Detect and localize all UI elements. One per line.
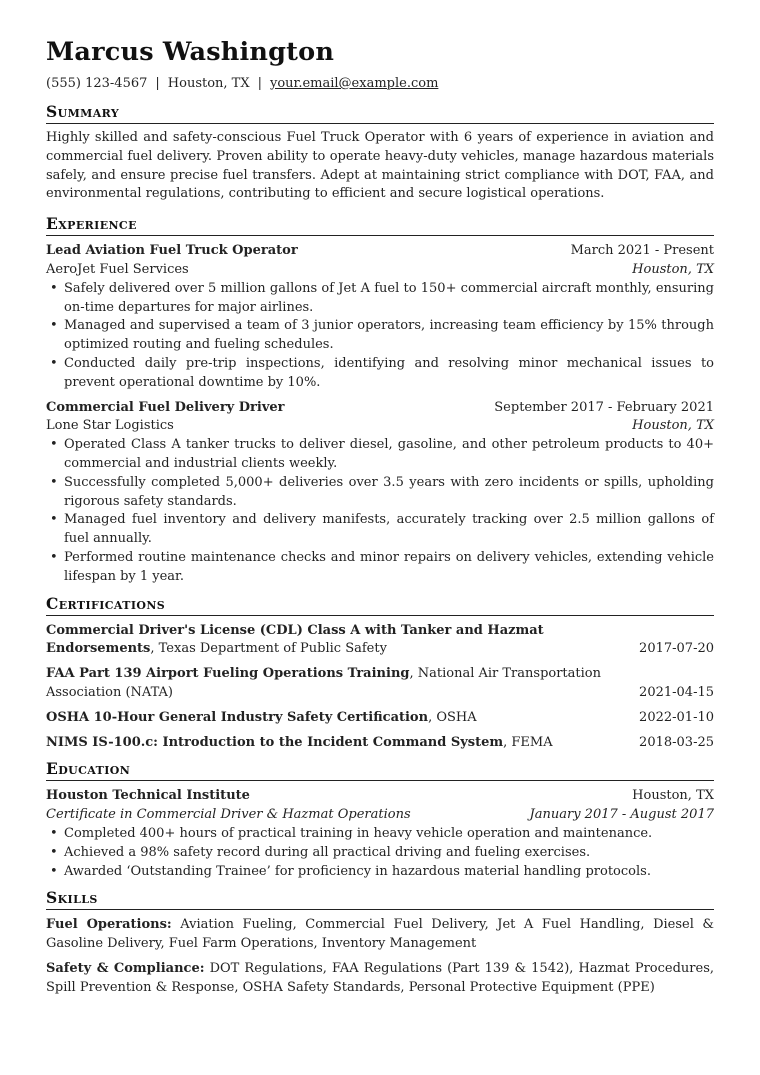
education-bullet: • Completed 400+ hours of practical training in heavy vehicle operation and maintenance. (46, 825, 714, 844)
certification-issuer: , Texas Department of Public Safety (150, 641, 387, 657)
job-entry (46, 242, 714, 392)
candidate-name: Marcus Washington (46, 37, 335, 67)
education-entry (46, 787, 714, 881)
job-title: Commercial Fuel Delivery Driver (46, 399, 285, 415)
job-company: Lone Star Logistics (46, 418, 174, 434)
contact-line (46, 75, 714, 93)
certification-entry (46, 709, 714, 728)
skill-group-items: DOT Regulations, FAA Regulations (Part 139 & 1542), Hazmat Procedures, Spill Prevention & Response, OSHA Safety Standards, Personal Protective Equipment (PPE) (46, 960, 714, 995)
certification-entry (46, 622, 714, 660)
location-text: Houston, TX (167, 76, 250, 91)
school-location: Houston, TX (632, 788, 714, 804)
certification-issuer: , National Air Transportation Association (NATA) (46, 666, 601, 700)
certification-name: OSHA 10-Hour General Industry Safety Certification (46, 709, 429, 725)
skill-group (46, 960, 714, 998)
school-name: Houston Technical Institute (46, 788, 250, 804)
job-bullets (46, 436, 714, 586)
certification-name: Commercial Driver's License (CDL) Class A with Tanker and Hazmat Endorsements (46, 622, 544, 657)
program-name: Certificate in Commercial Driver & Hazmat Operations (46, 807, 411, 823)
job-bullet: • Managed and supervised a team of 3 junior operators, increasing team efficiency by 15% through optimized routing and fueling schedules. (46, 317, 714, 355)
resume-page (46, 36, 714, 997)
job-title: Lead Aviation Fuel Truck Operator (46, 243, 298, 259)
education-bullets (46, 825, 714, 881)
summary-heading: Summary (46, 103, 714, 124)
skill-group-items: Aviation Fueling, Commercial Fuel Delivery, Jet A Fuel Handling, Diesel & Gasoline Delivery, Fuel Farm Operations, Inventory Management (46, 917, 714, 952)
experience-heading: Experience (46, 215, 714, 236)
skills-heading: Skills (46, 889, 714, 910)
skill-group-label: Fuel Operations: (46, 917, 172, 933)
job-dates: March 2021 - Present (570, 243, 714, 259)
job-bullet: • Operated Class A tanker trucks to deliver diesel, gasoline, and other petroleum products to 40+ commercial and industrial clients weekly. (46, 436, 714, 474)
education-dates: January 2017 - August 2017 (529, 807, 714, 823)
job-company: AeroJet Fuel Services (46, 261, 189, 277)
job-bullet: • Performed routine maintenance checks and minor repairs on delivery vehicles, extending vehicle lifespan by 1 year. (46, 549, 714, 587)
certification-name: FAA Part 139 Airport Fueling Operations Training (46, 666, 410, 682)
certification-date: 2021-04-15 (639, 684, 714, 700)
contact-separator: | (257, 76, 262, 91)
job-entry (46, 399, 714, 587)
education-heading: Education (46, 760, 714, 781)
certification-issuer: , FEMA (503, 734, 553, 750)
certification-entry (46, 734, 714, 753)
certification-entry (46, 665, 714, 703)
contact-separator: | (155, 76, 160, 91)
certification-date: 2018-03-25 (639, 734, 714, 750)
job-bullet: • Safely delivered over 5 million gallons of Jet A fuel to 150+ commercial aircraft monthly, ensuring on-time departures for major airlines. (46, 280, 714, 318)
certification-date: 2017-07-20 (639, 641, 714, 657)
job-bullet: • Conducted daily pre-trip inspections, identifying and resolving minor mechanical issues to prevent operational downtime by 10%. (46, 355, 714, 393)
job-location: Houston, TX (632, 418, 714, 434)
skill-group (46, 916, 714, 954)
job-dates: September 2017 - February 2021 (494, 399, 714, 415)
education-bullet: • Awarded ‘Outstanding Trainee’ for proficiency in hazardous material handling protocols. (46, 863, 714, 882)
certification-name: NIMS IS-100.c: Introduction to the Incident Command System (46, 734, 504, 750)
phone-number: (555) 123-4567 (46, 76, 148, 91)
certifications-heading: Certifications (46, 595, 714, 616)
certification-date: 2022-01-10 (639, 709, 714, 725)
job-bullet: • Managed fuel inventory and delivery manifests, accurately tracking over 2.5 million gallons of fuel annually. (46, 511, 714, 549)
skill-group-label: Safety & Compliance: (46, 960, 205, 976)
certification-issuer: , OSHA (428, 709, 477, 725)
job-bullets (46, 280, 714, 393)
job-location: Houston, TX (632, 261, 714, 277)
education-bullet: • Achieved a 98% safety record during all practical driving and fueling exercises. (46, 844, 714, 863)
summary-text: Highly skilled and safety-conscious Fuel Truck Operator with 6 years of experience in aviation and commercial fuel delivery. Proven ability to operate heavy-duty vehicles, manage hazardous materials safely, and ensure precise fuel transfers. Adept at maintaining strict compliance with DOT, FAA, and environmental regulations, contributing to efficient and secure logistical operations. (46, 130, 714, 202)
job-bullet: • Successfully completed 5,000+ deliveries over 3.5 years with zero incidents or spills, upholding rigorous safety standards. (46, 474, 714, 512)
email-link[interactable]: your.email@example.com (270, 76, 439, 91)
